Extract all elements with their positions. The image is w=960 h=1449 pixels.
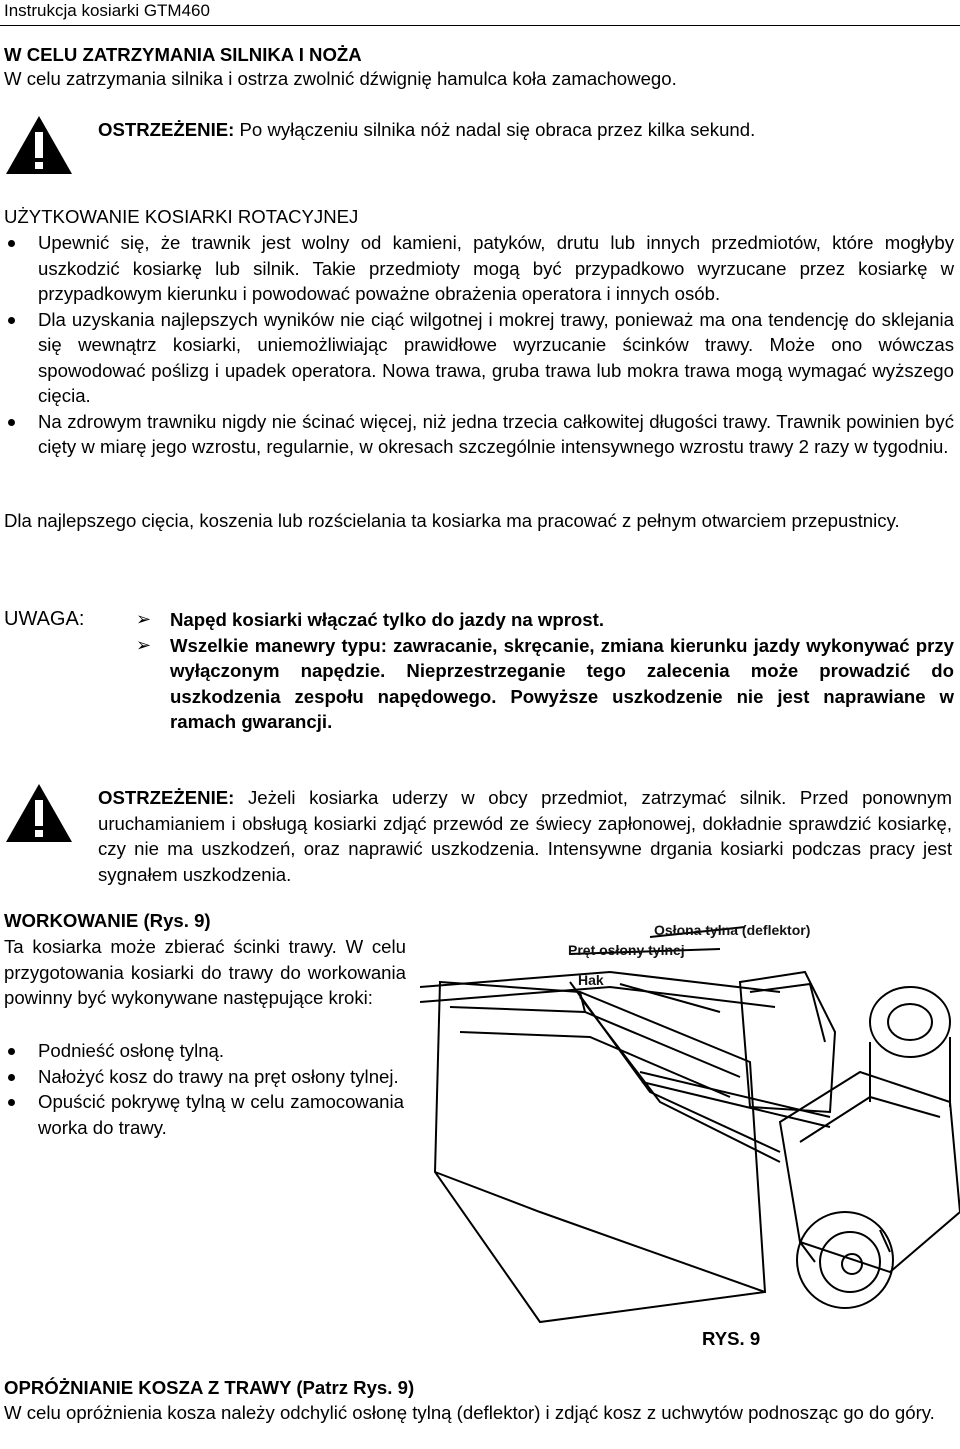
warning-icon [4, 114, 74, 176]
document-title: Instrukcja kosiarki GTM460 [4, 1, 210, 20]
list-item: ➢ Wszelkie manewry typu: zawracanie, skręcanie, zmiana kierunku jazdy wykonywać przy wyłączonym napędzie. Nieprzestrzeganie tego zalecenia może prowadzić do uszkodzenia zespołu napędowego. Powyższe uszkodzenie nie jest naprawiane w ramach gwarancji. [136, 633, 954, 735]
stop-engine-text: W celu zatrzymania silnika i ostrza zwolnić dźwignię hamulca koła zamachowego. [4, 68, 677, 89]
mower-illustration [420, 912, 960, 1332]
list-item: Opuścić pokrywę tylną w celu zamocowania worka do trawy. [4, 1089, 404, 1140]
warning-2 [98, 785, 952, 887]
bagging-bullet-list [4, 1038, 404, 1140]
heading-bagging: WORKOWANIE (Rys. 9) [4, 910, 211, 931]
figure-label-hook: Hak [578, 972, 604, 988]
note-list [136, 607, 954, 735]
figure-label-deflector: Osłona tylna (deflektor) [654, 922, 811, 938]
list-item: Nałożyć kosz do trawy na pręt osłony tylnej. [4, 1064, 404, 1090]
warning-1-text: Po wyłączeniu silnika nóż nadal się obraca przez kilka sekund. [239, 119, 756, 140]
usage-bullet-list [4, 230, 954, 460]
warning-2-label: OSTRZEŻENIE: [98, 787, 235, 808]
list-item: ➢ Napęd kosiarki włączać tylko do jazdy na wprost. [136, 607, 954, 633]
list-item: Upewnić się, że trawnik jest wolny od kamieni, patyków, drutu lub innych przedmiotów, które mogłyby uszkodzić kosiarkę lub silnik. Takie przedmioty mogą być przypadkowo wyrzucane przez kosiarkę w przypadkowym kierunku i powodować poważne obrażenia operatora i innych osób. [4, 230, 954, 307]
figure-caption: RYS. 9 [702, 1328, 761, 1349]
list-item: Podnieść osłonę tylną. [4, 1038, 404, 1064]
heading-emptying: OPRÓŻNIANIE KOSZA Z TRAWY (Patrz Rys. 9) [4, 1377, 415, 1398]
list-item: Na zdrowym trawniku nigdy nie ścinać więcej, niż jedna trzecia całkowitej długości trawy. Trawnik powinien być cięty w miarę jego wzrostu, regularnie, w okresach szczególnie intensywnego wzrostu trawy 2 razy w tygodniu. [4, 409, 954, 460]
usage-closing-text: Dla najlepszego cięcia, koszenia lub rozścielania ta kosiarka ma pracować z pełnym otwarciem przepustnicy. [4, 510, 900, 531]
warning-2-text: Jeżeli kosiarka uderzy w obcy przedmiot, zatrzymać silnik. Przed ponownym uruchamianiem i obsługą kosiarki zdjąć przewód ze świecy zapłonowej, dokładnie sprawdzić kosiarkę, czy nie ma uszkodzeń, oraz naprawić uszkodzenia. Intensywne drgania kosiarki podczas pracy jest sygnałem uszkodzenia. [98, 787, 952, 885]
emptying-text: W celu opróżnienia kosza należy odchylić osłonę tylną (deflektor) i zdjąć kosz z uchwytów podnosząc go do góry. [4, 1402, 935, 1423]
warning-1-label: OSTRZEŻENIE: [98, 119, 235, 140]
warning-icon [4, 782, 74, 844]
note-label: UWAGA: [4, 608, 85, 630]
warning-1 [98, 117, 948, 143]
heading-usage: UŻYTKOWANIE KOSIARKI ROTACYJNEJ [4, 206, 359, 227]
heading-stop-engine: W CELU ZATRZYMANIA SILNIKA I NOŻA [4, 44, 362, 65]
bagging-intro: Ta kosiarka może zbierać ścinki trawy. W celu przygotowania kosiarki do trawy do workowania powinny być wykonywane następujące kroki: [4, 936, 406, 1008]
list-item: Dla uzyskania najlepszych wyników nie ciąć wilgotnej i mokrej trawy, ponieważ ma ona tendencję do sklejania się wewnątrz kosiarki, uniemożliwiając prawidłowe wyrzucanie ścinków trawy. Może ono wówczas spowodować poślizg i upadek operatora. Nowa trawa, gruba trawa lub mokra trawa mogą wymagać wyższego cięcia. [4, 307, 954, 409]
figure-label-rod: Pręt osłony tylnej [568, 942, 685, 958]
